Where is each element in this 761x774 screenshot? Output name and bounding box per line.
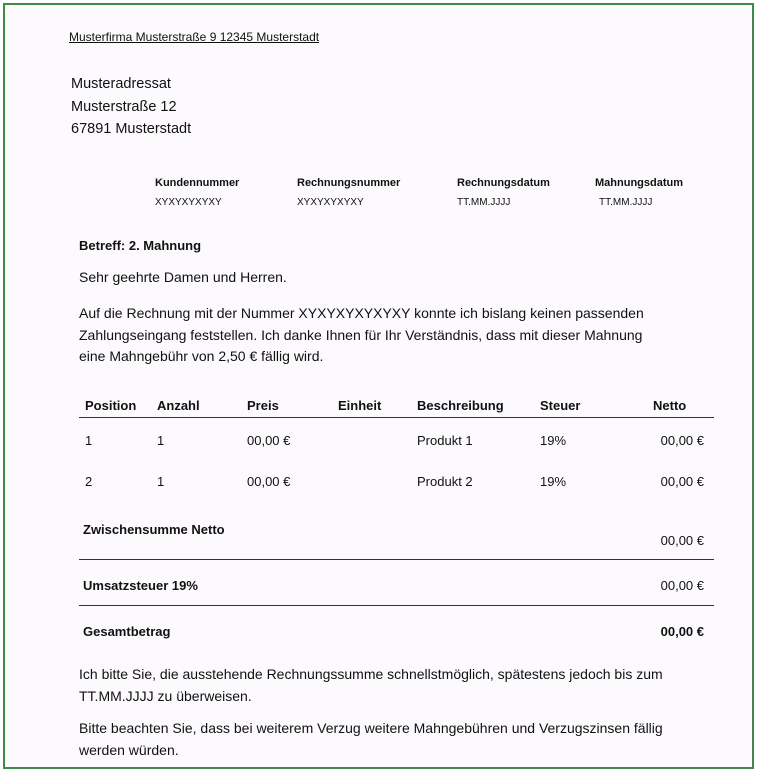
recipient-name: Musteradressat (71, 76, 171, 92)
cell-preis: 00,00 € (247, 474, 291, 489)
cell-position: 2 (85, 474, 93, 489)
subtotal-value: 00,00 € (660, 533, 704, 548)
cell-steuer: 19% (540, 474, 567, 489)
meta-value-rechnungsdatum: TT.MM.JJJJ (457, 197, 511, 208)
cell-anzahl: 1 (157, 433, 165, 448)
intro-line: Auf die Rechnung mit der Nummer XYXYXYXYXYXY konnte ich bislang keinen passenden (79, 305, 644, 321)
col-header-steuer: Steuer (540, 398, 581, 413)
cell-position: 1 (85, 433, 93, 448)
meta-value-rechnungsnummer: XYXYXYXYXY (297, 197, 364, 208)
meta-value-mahnungsdatum: TT.MM.JJJJ (599, 197, 653, 208)
cell-steuer: 19% (540, 433, 567, 448)
col-header-beschreibung: Beschreibung (417, 398, 504, 413)
recipient-street: Musterstraße 12 (71, 98, 177, 115)
tax-label: Umsatzsteuer 19% (83, 578, 198, 593)
closing-paragraph-2 (79, 718, 663, 761)
cell-netto: 00,00 € (660, 474, 704, 489)
intro-line: eine Mahngebühr von 2,50 € fällig wird. (79, 348, 324, 364)
col-header-netto: Netto (653, 398, 687, 413)
intro-paragraph (79, 303, 644, 368)
cell-anzahl: 1 (157, 474, 165, 489)
closing-line: TT.MM.JJJJ zu überweisen. (79, 687, 252, 704)
intro-line: Zahlungseingang feststellen. Ich danke Ihnen für Ihr Verständnis, dass mit dieser Mahnung (79, 326, 643, 343)
subtotal-label: Zwischensumme Netto (83, 522, 225, 537)
closing-paragraph-1 (79, 664, 663, 707)
total-value: 00,00 € (660, 624, 704, 639)
col-header-anzahl: Anzahl (157, 398, 200, 413)
recipient-city: 67891 Musterstadt (71, 121, 192, 137)
col-header-einheit: Einheit (338, 398, 382, 413)
closing-line: Bitte beachten Sie, dass bei weiterem Verzug weitere Mahngebühren und Verzugszinsen fällig (79, 720, 663, 736)
cell-beschreibung: Produkt 2 (417, 474, 473, 489)
total-label: Gesamtbetrag (83, 624, 171, 639)
col-header-preis: Preis (247, 398, 279, 413)
recipient-address (71, 73, 191, 141)
subject-line: Betreff: 2. Mahnung (79, 238, 202, 253)
sender-line: Musterfirma Musterstraße 9 12345 Musterstadt (69, 30, 320, 44)
meta-label-mahnungsdatum: Mahnungsdatum (595, 177, 683, 189)
document-page (3, 3, 754, 769)
tax-value: 00,00 € (660, 578, 704, 593)
tax-rule (79, 605, 714, 606)
salutation: Sehr geehrte Damen und Herren. (79, 269, 287, 285)
meta-label-rechnungsnummer: Rechnungsnummer (297, 177, 401, 189)
meta-label-kundennummer: Kundennummer (155, 177, 240, 189)
closing-line: Ich bitte Sie, die ausstehende Rechnungssumme schnellstmöglich, spätestens jedoch bis zum (79, 666, 663, 682)
table-header-rule (79, 417, 714, 418)
meta-label-rechnungsdatum: Rechnungsdatum (457, 177, 550, 189)
col-header-position: Position (85, 398, 137, 413)
cell-netto: 00,00 € (660, 433, 704, 448)
meta-value-kundennummer: XYXYXYXYXY (155, 197, 222, 208)
cell-preis: 00,00 € (247, 433, 291, 448)
cell-beschreibung: Produkt 1 (417, 433, 473, 448)
closing-line: werden würden. (79, 741, 179, 758)
subtotal-rule (79, 559, 714, 560)
